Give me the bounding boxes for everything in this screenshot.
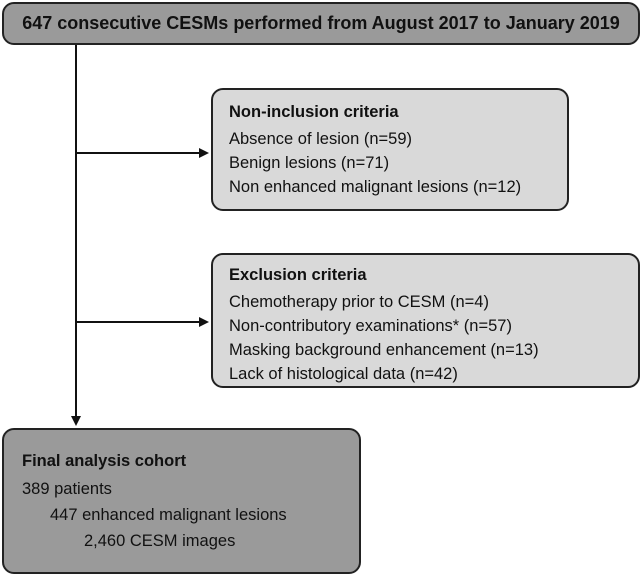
exclusion-criteria-box <box>211 253 640 388</box>
final-cohort-box <box>2 428 361 574</box>
non-inclusion-item: Non enhanced malignant lesions (n=12) <box>229 178 522 196</box>
exclusion-item: Non-contributory examinations* (n=57) <box>229 317 512 335</box>
exclusion-item: Chemotherapy prior to CESM (n=4) <box>229 293 489 311</box>
non-inclusion-title: Non-inclusion criteria <box>229 103 399 121</box>
final-cohort-images: 2,460 CESM images <box>84 532 236 550</box>
exclusion-item: Lack of histological data (n=42) <box>229 365 458 383</box>
exclusion-title: Exclusion criteria <box>229 266 367 284</box>
non-inclusion-criteria-box <box>211 88 569 211</box>
initial-population-box <box>2 2 640 45</box>
final-cohort-patients: 389 patients <box>22 480 112 498</box>
initial-population-text: 647 consecutive CESMs performed from August 2017 to January 2019 <box>22 13 620 33</box>
final-cohort-lesions: 447 enhanced malignant lesions <box>50 506 287 524</box>
non-inclusion-item: Absence of lesion (n=59) <box>229 130 412 148</box>
final-cohort-title: Final analysis cohort <box>22 452 187 470</box>
exclusion-item: Masking background enhancement (n=13) <box>229 341 539 359</box>
non-inclusion-item: Benign lesions (n=71) <box>229 154 390 172</box>
